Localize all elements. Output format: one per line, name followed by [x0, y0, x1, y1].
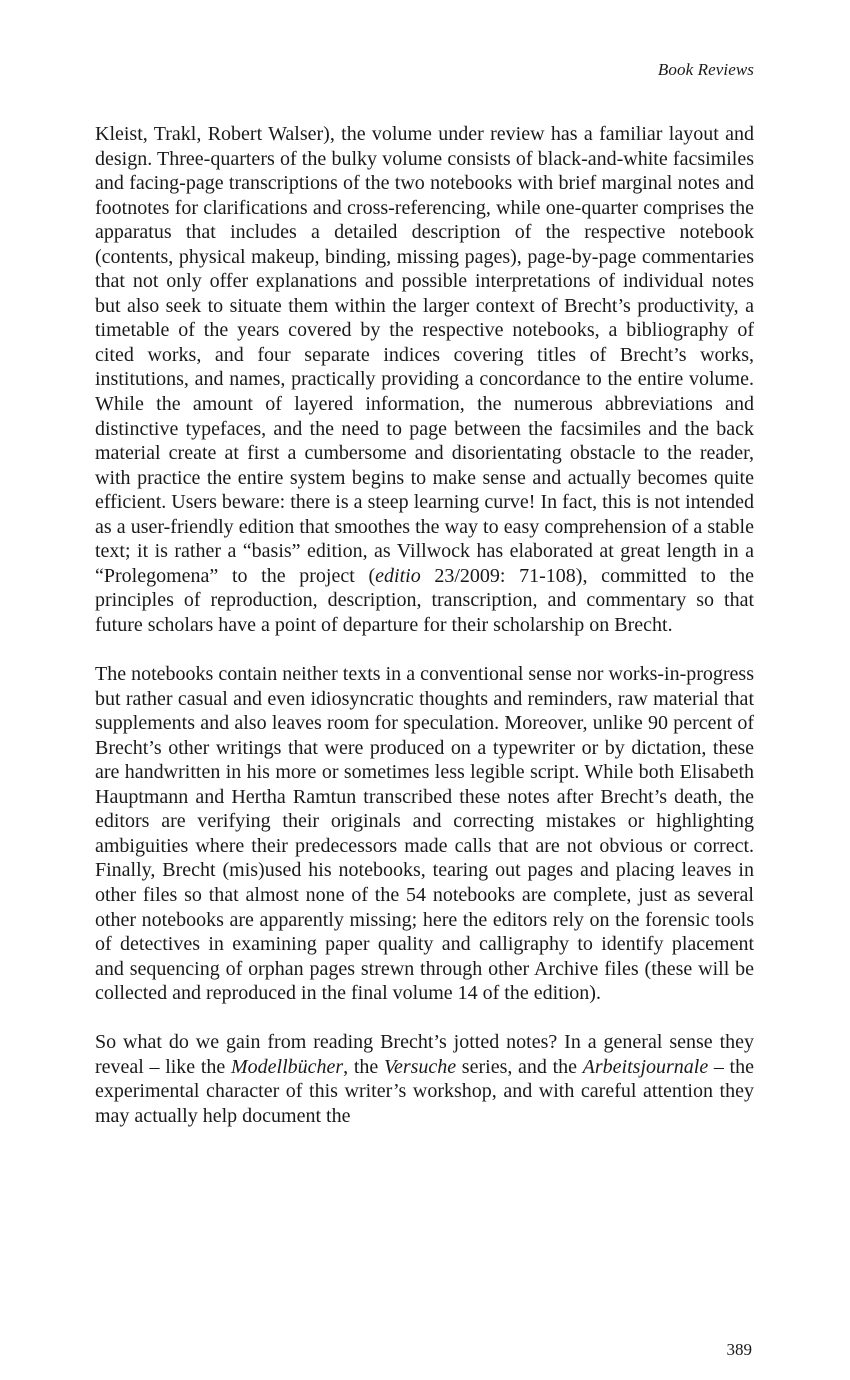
paragraph-3-text-d: – the experimental character of this writer’s workshop, and with careful attention they may actually help document the — [95, 1055, 754, 1127]
paragraph-3-italic-versuche: Versuche — [383, 1055, 457, 1078]
paragraph-3-italic-arbeitsjournale: Arbeitsjournale — [582, 1055, 709, 1078]
page-number: 389 — [726, 1340, 752, 1359]
paragraph-1-text-a: Kleist, Trakl, Robert Walser), the volume under review has a familiar layout and design. Three-quarters of the bulky volume consists of black-and-white facsimiles and facing-page transcriptions of the two notebooks with brief marginal notes and footnotes for clarifications and cross-referencing, while one-quarter comprises the apparatus that includes a detailed description of the respective notebook (contents, physical makeup, binding, missing pages), page-by-page commentaries that not only offer explanations and possible interpretations of individual notes but also seek to situate them within the larger context of Brecht’s productivity, a timetable of the years covered by the respective notebooks, a bibliography of cited works, and four separate indices covering titles of Brecht’s works, institutions, and names, practically providing a concordance to the entire volume. While the amount of layered information, the numerous abbreviations and distinctive typefaces, and the need to page between the facsimiles and the back material create at first a cumbersome and disorientating obstacle to the reader, with practice the entire system begins to make sense and actually becomes quite efficient. Users beware: there is a steep learning curve! In fact, this is not intended as a user-friendly edition that smoothes the way to easy comprehension of a stable text; it is rather a “basis” edition, as Villwock has elaborated at great length in a “Prolegomena” to the project ( — [95, 123, 754, 587]
paragraph-3 — [95, 1030, 754, 1128]
paragraph-2: The notebooks contain neither texts in a conventional sense nor works-in-progress but rather casual and even idiosyncratic thoughts and reminders, raw material that supplements and also leaves room for speculation. Moreover, unlike 90 percent of Brecht’s other writings that were produced on a typewriter or by dictation, these are handwritten in his more or sometimes less legible script. While both Elisabeth Hauptmann and Hertha Ramtun transcribed these notes after Brecht’s death, the editors are verifying their originals and correcting mistakes or highlighting ambiguities where their predecessors made calls that are not obvious or correct. Finally, Brecht (mis)used his notebooks, tearing out pages and placing leaves in other files so that almost none of the 54 notebooks are complete, just as several other notebooks are apparently missing; here the editors rely on the forensic tools of detectives in examining paper quality and calligraphy to identify placement and sequencing of orphan pages strewn through other Archive files (these will be collected and reproduced in the final volume 14 of the edition). — [95, 663, 754, 1005]
paragraph-3-text-b: , the — [343, 1055, 384, 1078]
paragraph-1-italic-editio: editio — [375, 564, 421, 587]
running-header: Book Reviews — [657, 60, 754, 79]
paragraph-3-italic-modellbuecher: Modellbücher — [230, 1055, 344, 1078]
paragraph-3-text-a: So what do we gain from reading Brecht’s jotted notes? In a general sense they reveal – like the — [95, 1031, 754, 1078]
body-text — [95, 122, 754, 1128]
paragraph-3-text-c: series, and the — [456, 1055, 583, 1078]
paragraph-1 — [95, 122, 754, 637]
paragraph-1-text-b: 23/2009: 71-108), committed to the principles of reproduction, description, transcription, and commentary so that future scholars have a point of departure for their scholarship on Brecht. — [95, 564, 754, 636]
